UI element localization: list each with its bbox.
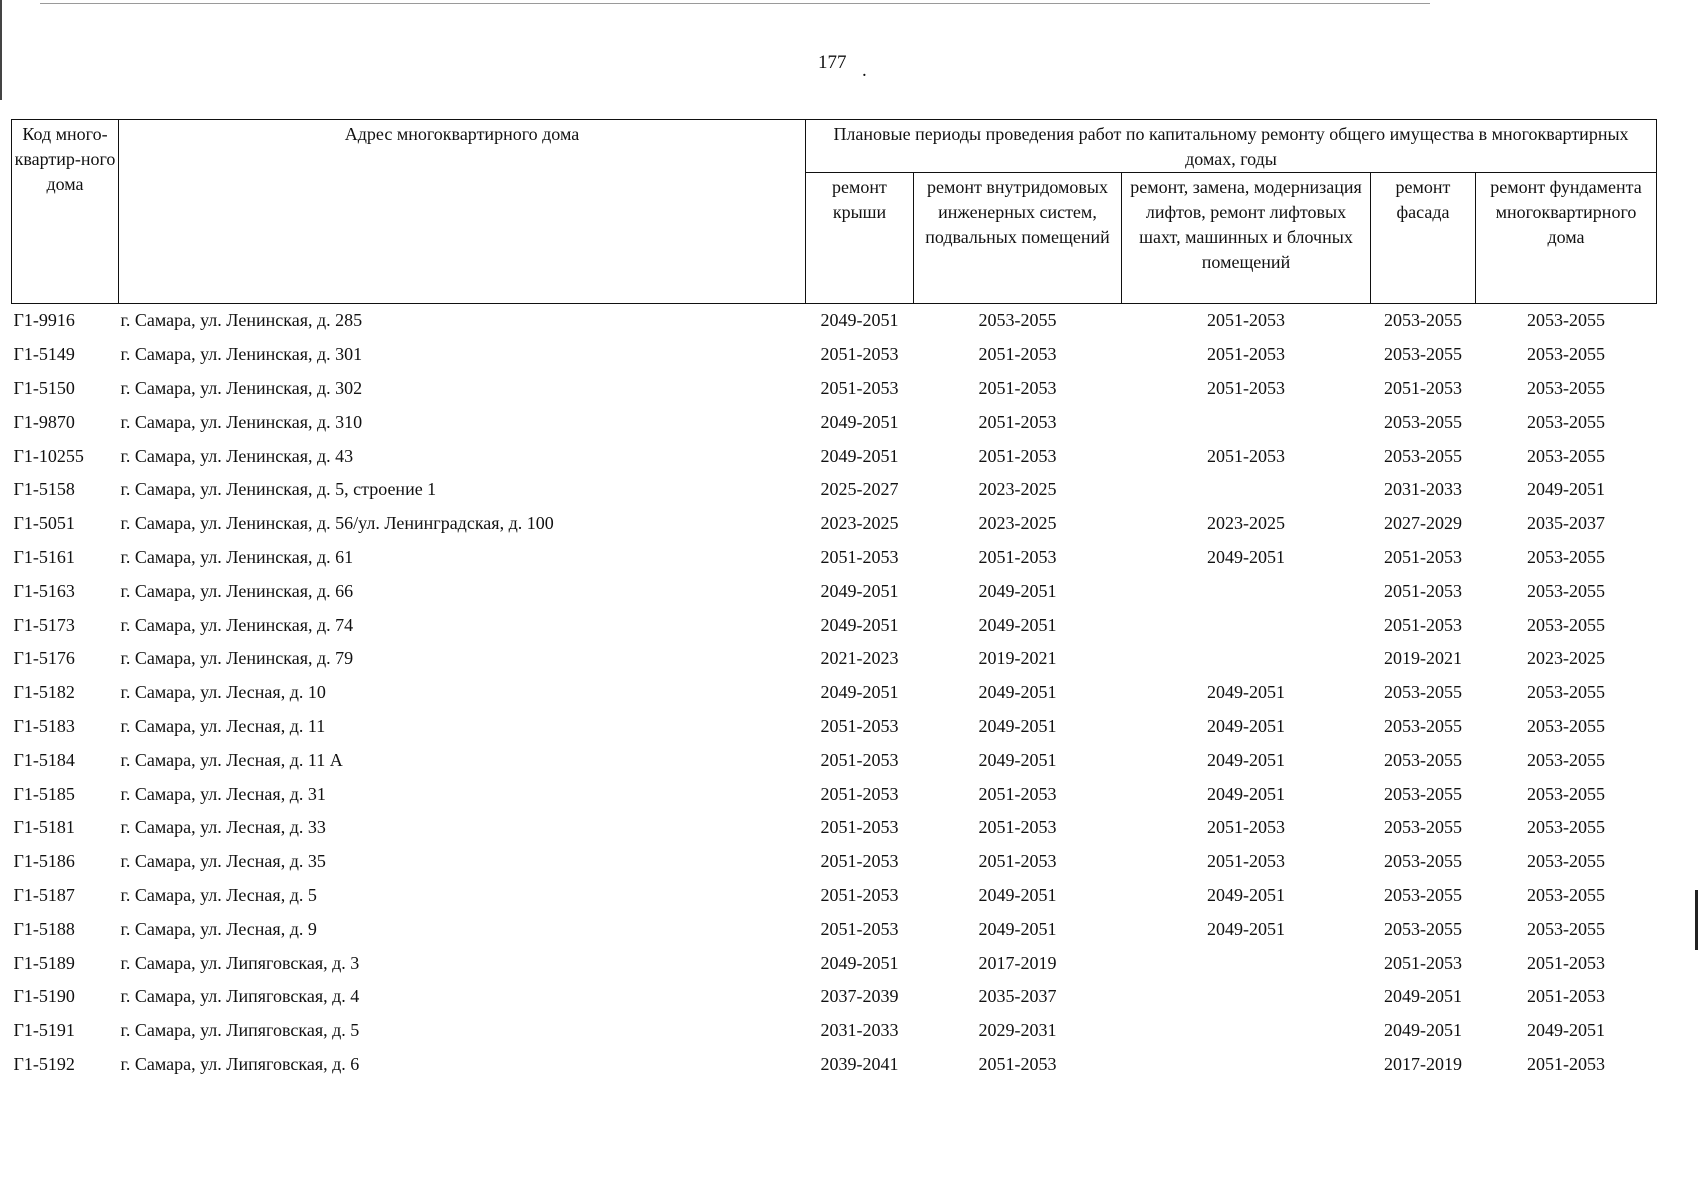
cell-lifts	[1122, 980, 1371, 1014]
cell-systems: 2051-2053	[978, 344, 1057, 365]
cell-lifts: 2049-2051	[1207, 918, 1285, 939]
table-row	[12, 1014, 1657, 1048]
cell-facade: 2053-2055	[1384, 445, 1462, 466]
cell-roof: 2049-2051	[820, 445, 899, 466]
scan-left-rule	[0, 0, 2, 100]
cell-code: Г1-5185	[13, 783, 75, 804]
cell-systems: 2049-2051	[978, 884, 1057, 905]
cell-address: г. Самара, ул. Лесная, д. 9	[120, 918, 317, 939]
cell-code: Г1-5149	[13, 344, 75, 365]
cell-systems: 2053-2055	[978, 310, 1057, 331]
cell-foundation: 2053-2055	[1527, 817, 1605, 838]
cell-facade: 2051-2053	[1384, 546, 1462, 567]
cell-systems: 2035-2037	[978, 986, 1057, 1007]
table-row	[12, 608, 1657, 642]
cell-lifts	[1122, 405, 1371, 439]
cell-roof: 2051-2053	[820, 377, 899, 398]
cell-foundation: 2053-2055	[1527, 377, 1605, 398]
cell-lifts	[1122, 946, 1371, 980]
cell-address: г. Самара, ул. Ленинская, д. 66	[120, 580, 354, 601]
cell-address: г. Самара, ул. Липяговская, д. 5	[120, 1020, 360, 1041]
cell-roof: 2031-2033	[820, 1020, 899, 1041]
scan-edge-mark	[1695, 890, 1698, 950]
table-row	[12, 879, 1657, 913]
cell-systems: 2051-2053	[978, 817, 1057, 838]
header-periods-group: Плановые периоды проведения работ по капитальному ремонту общего имущества в многоквартирных домах, годы	[806, 120, 1657, 173]
cell-code: Г1-5183	[13, 715, 75, 736]
cell-lifts	[1122, 1048, 1371, 1082]
cell-facade: 2049-2051	[1384, 1020, 1462, 1041]
cell-lifts	[1122, 574, 1371, 608]
cell-systems: 2023-2025	[978, 513, 1057, 534]
cell-address: г. Самара, ул. Лесная, д. 33	[120, 817, 326, 838]
cell-roof: 2051-2053	[820, 546, 899, 567]
cell-facade: 2017-2019	[1384, 1053, 1462, 1074]
cell-facade: 2053-2055	[1384, 817, 1462, 838]
cell-systems: 2049-2051	[978, 580, 1057, 601]
cell-roof: 2051-2053	[820, 783, 899, 804]
cell-facade: 2051-2053	[1384, 580, 1462, 601]
cell-systems: 2051-2053	[978, 377, 1057, 398]
cell-code: Г1-5191	[13, 1020, 75, 1041]
cell-systems: 2051-2053	[978, 1053, 1057, 1074]
cell-lifts: 2051-2053	[1207, 817, 1285, 838]
cell-systems: 2029-2031	[978, 1020, 1057, 1041]
table-row	[12, 304, 1657, 338]
header-address: Адрес многоквартирного дома	[119, 120, 806, 304]
table-row	[12, 980, 1657, 1014]
header-roof: ремонт крыши	[806, 173, 914, 304]
table-row	[12, 777, 1657, 811]
cell-facade: 2051-2053	[1384, 952, 1462, 973]
cell-systems: 2019-2021	[978, 648, 1057, 669]
table-row	[12, 473, 1657, 507]
cell-lifts: 2051-2053	[1207, 310, 1285, 331]
cell-address: г. Самара, ул. Липяговская, д. 4	[120, 986, 360, 1007]
cell-lifts: 2051-2053	[1207, 344, 1285, 365]
cell-address: г. Самара, ул. Лесная, д. 11 А	[120, 749, 343, 770]
table-row	[12, 1048, 1657, 1082]
cell-address: г. Самара, ул. Липяговская, д. 3	[120, 952, 360, 973]
cell-address: г. Самара, ул. Ленинская, д. 302	[120, 377, 363, 398]
cell-lifts: 2049-2051	[1207, 749, 1285, 770]
cell-lifts: 2049-2051	[1207, 715, 1285, 736]
header-systems: ремонт внутридомовых инженерных систем, подвальных помещений	[914, 173, 1122, 304]
cell-code: Г1-5192	[13, 1053, 75, 1074]
cell-facade: 2053-2055	[1384, 851, 1462, 872]
cell-lifts: 2049-2051	[1207, 546, 1285, 567]
table-row	[12, 372, 1657, 406]
cell-foundation: 2053-2055	[1527, 884, 1605, 905]
table-row	[12, 541, 1657, 575]
cell-lifts: 2049-2051	[1207, 884, 1285, 905]
cell-roof: 2051-2053	[820, 851, 899, 872]
table-row	[12, 405, 1657, 439]
cell-systems: 2051-2053	[978, 851, 1057, 872]
table-row	[12, 743, 1657, 777]
cell-facade: 2049-2051	[1384, 986, 1462, 1007]
cell-roof: 2051-2053	[820, 344, 899, 365]
cell-facade: 2019-2021	[1384, 648, 1462, 669]
cell-lifts: 2051-2053	[1207, 377, 1285, 398]
cell-facade: 2053-2055	[1384, 884, 1462, 905]
cell-address: г. Самара, ул. Лесная, д. 35	[120, 851, 326, 872]
cell-roof: 2049-2051	[820, 614, 899, 635]
page-number: 177	[818, 52, 847, 73]
table-row	[12, 439, 1657, 473]
cell-facade: 2053-2055	[1384, 344, 1462, 365]
table-row	[12, 338, 1657, 372]
cell-address: г. Самара, ул. Лесная, д. 10	[120, 682, 326, 703]
cell-code: Г1-5189	[13, 952, 75, 973]
repair-schedule-table	[11, 119, 1657, 1081]
cell-foundation: 2053-2055	[1527, 445, 1605, 466]
cell-lifts: 2023-2025	[1207, 513, 1285, 534]
cell-code: Г1-5051	[13, 513, 75, 534]
cell-address: г. Самара, ул. Лесная, д. 11	[120, 715, 326, 736]
cell-facade: 2053-2055	[1384, 682, 1462, 703]
cell-facade: 2053-2055	[1384, 918, 1462, 939]
cell-address: г. Самара, ул. Ленинская, д. 74	[120, 614, 354, 635]
cell-roof: 2049-2051	[820, 952, 899, 973]
cell-roof: 2025-2027	[820, 479, 899, 500]
cell-facade: 2051-2053	[1384, 614, 1462, 635]
cell-systems: 2049-2051	[978, 682, 1057, 703]
cell-roof: 2051-2053	[820, 749, 899, 770]
cell-foundation: 2023-2025	[1527, 648, 1605, 669]
table-row	[12, 946, 1657, 980]
cell-foundation: 2053-2055	[1527, 546, 1605, 567]
cell-systems: 2017-2019	[978, 952, 1057, 973]
cell-address: г. Самара, ул. Лесная, д. 5	[120, 884, 317, 905]
cell-code: Г1-5188	[13, 918, 75, 939]
cell-code: Г1-9916	[13, 310, 75, 331]
cell-lifts: 2049-2051	[1207, 682, 1285, 703]
cell-foundation: 2053-2055	[1527, 918, 1605, 939]
cell-code: Г1-5176	[13, 648, 75, 669]
cell-address: г. Самара, ул. Липяговская, д. 6	[120, 1053, 360, 1074]
cell-code: Г1-5182	[13, 682, 75, 703]
cell-foundation: 2053-2055	[1527, 310, 1605, 331]
cell-code: Г1-10255	[13, 445, 84, 466]
cell-roof: 2021-2023	[820, 648, 899, 669]
table-row	[12, 676, 1657, 710]
cell-roof: 2049-2051	[820, 682, 899, 703]
cell-address: г. Самара, ул. Ленинская, д. 61	[120, 546, 354, 567]
cell-code: Г1-5150	[13, 377, 75, 398]
cell-lifts: 2049-2051	[1207, 783, 1285, 804]
cell-lifts: 2051-2053	[1207, 445, 1285, 466]
cell-foundation: 2051-2053	[1527, 952, 1605, 973]
cell-foundation: 2053-2055	[1527, 851, 1605, 872]
cell-foundation: 2051-2053	[1527, 986, 1605, 1007]
cell-systems: 2049-2051	[978, 614, 1057, 635]
cell-address: г. Самара, ул. Ленинская, д. 56/ул. Ленинградская, д. 100	[120, 513, 554, 534]
table-body	[12, 304, 1657, 1082]
header-foundation: ремонт фундамента многоквартирного дома	[1476, 173, 1657, 304]
cell-lifts	[1122, 1014, 1371, 1048]
header-code: Код много-квартир-ного дома	[12, 120, 119, 304]
cell-facade: 2053-2055	[1384, 310, 1462, 331]
cell-code: Г1-5181	[13, 817, 75, 838]
table-row	[12, 642, 1657, 676]
table-row	[12, 710, 1657, 744]
cell-lifts	[1122, 473, 1371, 507]
cell-roof: 2051-2053	[820, 918, 899, 939]
cell-lifts	[1122, 608, 1371, 642]
cell-foundation: 2053-2055	[1527, 614, 1605, 635]
cell-foundation: 2053-2055	[1527, 344, 1605, 365]
table-row	[12, 845, 1657, 879]
header-lifts: ремонт, замена, модернизация лифтов, ремонт лифтовых шахт, машинных и блочных помещений	[1122, 173, 1371, 304]
cell-facade: 2053-2055	[1384, 715, 1462, 736]
cell-systems: 2051-2053	[978, 411, 1057, 432]
table-row	[12, 811, 1657, 845]
table-row	[12, 574, 1657, 608]
cell-foundation: 2051-2053	[1527, 1053, 1605, 1074]
table-header	[12, 120, 1657, 304]
cell-code: Г1-5158	[13, 479, 75, 500]
cell-systems: 2051-2053	[978, 546, 1057, 567]
cell-code: Г1-5190	[13, 986, 75, 1007]
table-row	[12, 912, 1657, 946]
cell-facade: 2027-2029	[1384, 513, 1462, 534]
header-facade: ремонт фасада	[1371, 173, 1476, 304]
cell-address: г. Самара, ул. Ленинская, д. 5, строение 1	[120, 479, 437, 500]
cell-foundation: 2035-2037	[1527, 513, 1605, 534]
cell-foundation: 2053-2055	[1527, 715, 1605, 736]
cell-code: Г1-9870	[13, 411, 75, 432]
cell-systems: 2049-2051	[978, 749, 1057, 770]
cell-foundation: 2053-2055	[1527, 749, 1605, 770]
cell-lifts: 2051-2053	[1207, 851, 1285, 872]
cell-roof: 2051-2053	[820, 817, 899, 838]
cell-facade: 2051-2053	[1384, 377, 1462, 398]
cell-roof: 2049-2051	[820, 411, 899, 432]
cell-systems: 2049-2051	[978, 918, 1057, 939]
cell-address: г. Самара, ул. Ленинская, д. 43	[120, 445, 354, 466]
cell-address: г. Самара, ул. Ленинская, д. 310	[120, 411, 363, 432]
cell-code: Г1-5187	[13, 884, 75, 905]
cell-code: Г1-5184	[13, 749, 75, 770]
cell-roof: 2037-2039	[820, 986, 899, 1007]
cell-code: Г1-5173	[13, 614, 75, 635]
cell-systems: 2023-2025	[978, 479, 1057, 500]
cell-foundation: 2053-2055	[1527, 783, 1605, 804]
cell-facade: 2053-2055	[1384, 783, 1462, 804]
cell-address: г. Самара, ул. Ленинская, д. 285	[120, 310, 363, 331]
cell-foundation: 2053-2055	[1527, 411, 1605, 432]
cell-lifts	[1122, 642, 1371, 676]
cell-code: Г1-5163	[13, 580, 75, 601]
table-row	[12, 507, 1657, 541]
cell-roof: 2051-2053	[820, 715, 899, 736]
cell-systems: 2051-2053	[978, 783, 1057, 804]
cell-roof: 2049-2051	[820, 580, 899, 601]
scan-top-rule	[40, 3, 1430, 4]
cell-roof: 2049-2051	[820, 310, 899, 331]
cell-systems: 2049-2051	[978, 715, 1057, 736]
cell-foundation: 2053-2055	[1527, 682, 1605, 703]
cell-address: г. Самара, ул. Ленинская, д. 301	[120, 344, 363, 365]
cell-roof: 2023-2025	[820, 513, 899, 534]
cell-foundation: 2053-2055	[1527, 580, 1605, 601]
cell-code: Г1-5186	[13, 851, 75, 872]
cell-roof: 2051-2053	[820, 884, 899, 905]
cell-facade: 2053-2055	[1384, 411, 1462, 432]
cell-facade: 2053-2055	[1384, 749, 1462, 770]
cell-code: Г1-5161	[13, 546, 75, 567]
page-number-mark: .	[862, 60, 867, 81]
cell-foundation: 2049-2051	[1527, 479, 1605, 500]
cell-systems: 2051-2053	[978, 445, 1057, 466]
cell-roof: 2039-2041	[820, 1053, 899, 1074]
cell-foundation: 2049-2051	[1527, 1020, 1605, 1041]
cell-address: г. Самара, ул. Лесная, д. 31	[120, 783, 326, 804]
cell-facade: 2031-2033	[1384, 479, 1462, 500]
cell-address: г. Самара, ул. Ленинская, д. 79	[120, 648, 354, 669]
